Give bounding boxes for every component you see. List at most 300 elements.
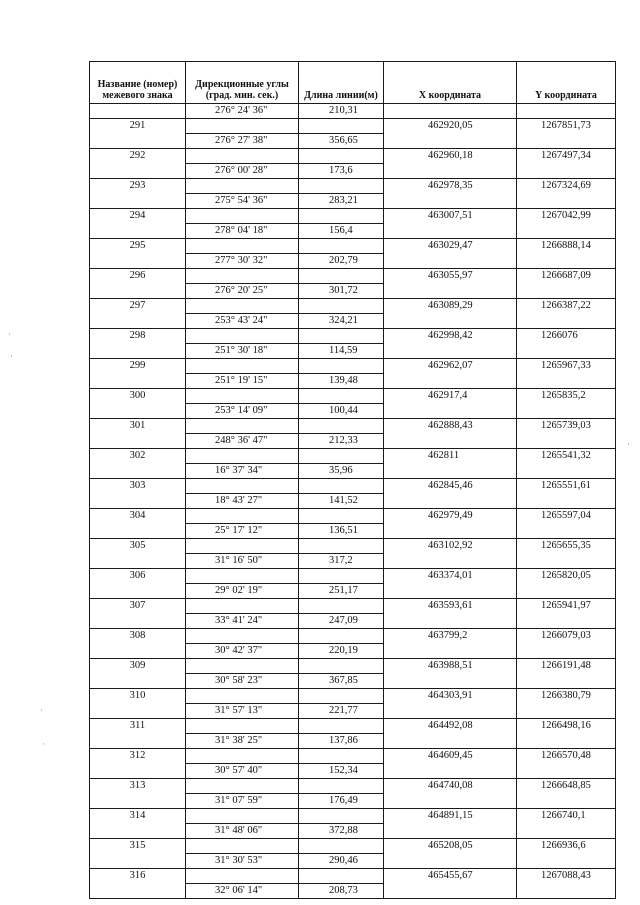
point-y: 1265541,32	[517, 449, 616, 464]
empty-cell	[384, 524, 517, 539]
point-y: 1265551,61	[517, 479, 616, 494]
point-y: 1265739,03	[517, 419, 616, 434]
segment-row	[90, 164, 616, 179]
point-y: 1266687,09	[517, 269, 616, 284]
empty-cell	[186, 869, 299, 884]
segment-angle: 16° 37' 34"	[186, 464, 299, 479]
empty-cell	[186, 209, 299, 224]
empty-cell	[186, 749, 299, 764]
point-x: 462960,18	[384, 149, 517, 164]
empty-cell	[517, 314, 616, 329]
empty-cell	[384, 164, 517, 179]
empty-cell	[517, 344, 616, 359]
point-name: 298	[90, 329, 186, 344]
segment-length: 139,48	[299, 374, 384, 389]
empty-cell	[384, 764, 517, 779]
empty-cell	[517, 464, 616, 479]
empty-cell	[384, 884, 517, 899]
segment-angle: 30° 58' 23"	[186, 674, 299, 689]
point-x: 465455,67	[384, 869, 517, 884]
empty-cell	[299, 839, 384, 854]
segment-row	[90, 254, 616, 269]
empty-cell	[384, 554, 517, 569]
segment-row	[90, 464, 616, 479]
segment-angle: 18° 43' 27"	[186, 494, 299, 509]
segment-row	[90, 644, 616, 659]
point-y: 1266191,48	[517, 659, 616, 674]
segment-length: 35,96	[299, 464, 384, 479]
scan-speck: ·	[8, 329, 11, 339]
segment-length: 202,79	[299, 254, 384, 269]
point-row	[90, 209, 616, 224]
empty-cell	[90, 524, 186, 539]
point-y: 1266740,1	[517, 809, 616, 824]
segment-row	[90, 524, 616, 539]
empty-cell	[517, 854, 616, 869]
segment-row	[90, 704, 616, 719]
empty-cell	[186, 809, 299, 824]
empty-cell	[299, 299, 384, 314]
point-name: 310	[90, 689, 186, 704]
empty-cell	[90, 314, 186, 329]
point-x: 462845,46	[384, 479, 517, 494]
empty-cell	[186, 419, 299, 434]
segment-length: 367,85	[299, 674, 384, 689]
segment-angle: 31° 38' 25"	[186, 734, 299, 749]
empty-cell	[299, 239, 384, 254]
point-name: 316	[90, 869, 186, 884]
empty-cell	[90, 494, 186, 509]
empty-cell	[517, 584, 616, 599]
empty-cell	[299, 779, 384, 794]
segment-row	[90, 884, 616, 899]
empty-cell	[186, 779, 299, 794]
point-x: 464891,15	[384, 809, 517, 824]
point-x: 462979,49	[384, 509, 517, 524]
empty-cell	[384, 374, 517, 389]
header-x: X координата	[384, 62, 517, 104]
segment-row	[90, 764, 616, 779]
point-row	[90, 239, 616, 254]
segment-angle: 276° 20' 25"	[186, 284, 299, 299]
segment-angle: 31° 16' 50"	[186, 554, 299, 569]
empty-cell	[517, 644, 616, 659]
point-name: 291	[90, 119, 186, 134]
segment-angle: 30° 57' 40"	[186, 764, 299, 779]
segment-length: 208,73	[299, 884, 384, 899]
empty-cell	[90, 824, 186, 839]
empty-cell	[517, 764, 616, 779]
empty-cell	[299, 599, 384, 614]
point-y: 1266570,48	[517, 749, 616, 764]
empty-cell	[186, 239, 299, 254]
point-x: 464492,08	[384, 719, 517, 734]
empty-cell	[517, 224, 616, 239]
point-y: 1266936,6	[517, 839, 616, 854]
empty-cell	[186, 119, 299, 134]
point-name: 301	[90, 419, 186, 434]
point-name: 315	[90, 839, 186, 854]
segment-row	[90, 734, 616, 749]
point-x: 462978,35	[384, 179, 517, 194]
empty-cell	[384, 434, 517, 449]
point-name: 309	[90, 659, 186, 674]
empty-cell	[384, 824, 517, 839]
segment-angle: 31° 57' 13"	[186, 704, 299, 719]
segment-angle: 31° 48' 06"	[186, 824, 299, 839]
point-y: 1267851,73	[517, 119, 616, 134]
empty-cell	[186, 449, 299, 464]
empty-cell	[186, 479, 299, 494]
empty-cell	[299, 209, 384, 224]
segment-length: 251,17	[299, 584, 384, 599]
empty-cell	[384, 194, 517, 209]
segment-row	[90, 104, 616, 119]
segment-angle: 29° 02' 19"	[186, 584, 299, 599]
segment-length: 210,31	[299, 104, 384, 119]
segment-length: 290,46	[299, 854, 384, 869]
point-x: 462998,42	[384, 329, 517, 344]
segment-row	[90, 854, 616, 869]
segment-length: 173,6	[299, 164, 384, 179]
point-x: 463374,01	[384, 569, 517, 584]
point-y: 1265597,04	[517, 509, 616, 524]
point-x: 463089,29	[384, 299, 517, 314]
empty-cell	[90, 584, 186, 599]
empty-cell	[517, 704, 616, 719]
empty-cell	[384, 794, 517, 809]
empty-cell	[299, 719, 384, 734]
segment-length: 176,49	[299, 794, 384, 809]
point-y: 1265820,05	[517, 569, 616, 584]
segment-length: 220,19	[299, 644, 384, 659]
empty-cell	[90, 794, 186, 809]
point-y: 1267088,43	[517, 869, 616, 884]
empty-cell	[384, 494, 517, 509]
empty-cell	[384, 704, 517, 719]
segment-angle: 31° 30' 53"	[186, 854, 299, 869]
empty-cell	[90, 194, 186, 209]
segment-length: 114,59	[299, 344, 384, 359]
empty-cell	[517, 254, 616, 269]
point-x: 463102,92	[384, 539, 517, 554]
point-row	[90, 299, 616, 314]
empty-cell	[90, 554, 186, 569]
empty-cell	[299, 509, 384, 524]
empty-cell	[299, 329, 384, 344]
point-row	[90, 689, 616, 704]
empty-cell	[299, 359, 384, 374]
empty-cell	[517, 374, 616, 389]
segment-row	[90, 434, 616, 449]
point-name: 308	[90, 629, 186, 644]
point-name: 314	[90, 809, 186, 824]
empty-cell	[90, 884, 186, 899]
segment-length: 372,88	[299, 824, 384, 839]
point-y: 1265655,35	[517, 539, 616, 554]
point-x: 463029,47	[384, 239, 517, 254]
point-x: 463799,2	[384, 629, 517, 644]
segment-row	[90, 134, 616, 149]
empty-cell	[186, 539, 299, 554]
point-name: 293	[90, 179, 186, 194]
point-x: 462811	[384, 449, 517, 464]
empty-cell	[186, 149, 299, 164]
empty-cell	[90, 764, 186, 779]
point-y: 1266888,14	[517, 239, 616, 254]
point-row	[90, 539, 616, 554]
point-row	[90, 659, 616, 674]
scan-speck: ·	[40, 705, 43, 715]
empty-cell	[299, 569, 384, 584]
point-row	[90, 629, 616, 644]
empty-cell	[299, 449, 384, 464]
segment-length: 137,86	[299, 734, 384, 749]
segment-row	[90, 404, 616, 419]
point-y: 1265967,33	[517, 359, 616, 374]
empty-cell	[186, 509, 299, 524]
empty-cell	[517, 614, 616, 629]
empty-cell	[186, 719, 299, 734]
segment-length: 356,65	[299, 134, 384, 149]
segment-angle: 278° 04' 18"	[186, 224, 299, 239]
empty-cell	[517, 194, 616, 209]
empty-cell	[299, 689, 384, 704]
point-row	[90, 869, 616, 884]
segment-angle: 276° 00' 28"	[186, 164, 299, 179]
segment-angle: 253° 43' 24"	[186, 314, 299, 329]
empty-cell	[299, 629, 384, 644]
point-row	[90, 329, 616, 344]
segment-length: 247,09	[299, 614, 384, 629]
empty-cell	[90, 134, 186, 149]
empty-cell	[517, 404, 616, 419]
empty-cell	[517, 824, 616, 839]
segment-angle: 25° 17' 12"	[186, 524, 299, 539]
segment-length: 324,21	[299, 314, 384, 329]
point-name: 296	[90, 269, 186, 284]
point-y: 1266498,16	[517, 719, 616, 734]
empty-cell	[517, 134, 616, 149]
empty-cell	[186, 569, 299, 584]
point-name: 311	[90, 719, 186, 734]
segment-angle: 277° 30' 32"	[186, 254, 299, 269]
point-name: 306	[90, 569, 186, 584]
empty-cell	[384, 644, 517, 659]
point-y: 1266387,22	[517, 299, 616, 314]
empty-cell	[384, 134, 517, 149]
point-y: 1265941,97	[517, 599, 616, 614]
empty-cell	[90, 284, 186, 299]
empty-cell	[517, 524, 616, 539]
segment-angle: 33° 41' 24"	[186, 614, 299, 629]
point-row	[90, 839, 616, 854]
header-length: Длина линии(м)	[299, 62, 384, 104]
empty-cell	[90, 224, 186, 239]
point-y: 1267497,34	[517, 149, 616, 164]
segment-angle: 248° 36' 47"	[186, 434, 299, 449]
point-x: 464740,08	[384, 779, 517, 794]
empty-cell	[90, 254, 186, 269]
segment-length: 152,34	[299, 764, 384, 779]
header-angle: Дирекционные углы (град. мин. сек.)	[186, 62, 299, 104]
point-x: 464609,45	[384, 749, 517, 764]
header-name: Название (номер) межевого знака	[90, 62, 186, 104]
empty-cell	[299, 269, 384, 284]
empty-cell	[90, 734, 186, 749]
point-name: 307	[90, 599, 186, 614]
empty-cell	[90, 854, 186, 869]
empty-cell	[384, 344, 517, 359]
point-name: 295	[90, 239, 186, 254]
segment-angle: 30° 42' 37"	[186, 644, 299, 659]
scan-speck: ·	[10, 351, 13, 361]
empty-cell	[299, 749, 384, 764]
point-row	[90, 179, 616, 194]
point-name: 303	[90, 479, 186, 494]
segment-length: 301,72	[299, 284, 384, 299]
segment-row	[90, 614, 616, 629]
point-row	[90, 149, 616, 164]
segment-length: 212,33	[299, 434, 384, 449]
scan-speck: ·	[627, 439, 630, 449]
empty-cell	[517, 554, 616, 569]
empty-cell	[90, 344, 186, 359]
segment-angle: 32° 06' 14"	[186, 884, 299, 899]
empty-cell	[90, 614, 186, 629]
segment-row	[90, 224, 616, 239]
point-name: 297	[90, 299, 186, 314]
empty-cell	[186, 629, 299, 644]
point-y: 1267324,69	[517, 179, 616, 194]
segment-row	[90, 284, 616, 299]
point-x: 462917,4	[384, 389, 517, 404]
point-row	[90, 389, 616, 404]
point-x: 463007,51	[384, 209, 517, 224]
point-y: 1266076	[517, 329, 616, 344]
point-row	[90, 719, 616, 734]
empty-cell	[299, 419, 384, 434]
empty-cell	[517, 674, 616, 689]
segment-length: 136,51	[299, 524, 384, 539]
segment-row	[90, 494, 616, 509]
empty-cell	[186, 839, 299, 854]
empty-cell	[186, 329, 299, 344]
empty-cell	[384, 284, 517, 299]
segment-row	[90, 584, 616, 599]
empty-cell	[517, 884, 616, 899]
segment-angle: 276° 27' 38"	[186, 134, 299, 149]
empty-cell	[384, 854, 517, 869]
empty-cell	[517, 434, 616, 449]
segment-row	[90, 554, 616, 569]
empty-cell	[186, 299, 299, 314]
empty-cell	[384, 254, 517, 269]
empty-cell	[384, 464, 517, 479]
empty-cell	[186, 389, 299, 404]
boundary-coordinates-table	[89, 61, 616, 899]
point-x: 465208,05	[384, 839, 517, 854]
scan-speck: ·	[42, 739, 45, 749]
point-row	[90, 419, 616, 434]
point-row	[90, 749, 616, 764]
point-row	[90, 359, 616, 374]
header-row	[90, 62, 616, 104]
empty-cell	[299, 539, 384, 554]
segment-row	[90, 674, 616, 689]
empty-cell	[90, 104, 186, 119]
segment-length: 141,52	[299, 494, 384, 509]
point-name: 302	[90, 449, 186, 464]
segment-row	[90, 344, 616, 359]
segment-row	[90, 314, 616, 329]
point-row	[90, 779, 616, 794]
empty-cell	[186, 179, 299, 194]
point-row	[90, 509, 616, 524]
point-y: 1266079,03	[517, 629, 616, 644]
empty-cell	[90, 644, 186, 659]
empty-cell	[384, 224, 517, 239]
point-row	[90, 479, 616, 494]
empty-cell	[384, 314, 517, 329]
segment-length: 156,4	[299, 224, 384, 239]
point-x: 464303,91	[384, 689, 517, 704]
empty-cell	[90, 374, 186, 389]
point-x: 463988,51	[384, 659, 517, 674]
point-x: 462888,43	[384, 419, 517, 434]
point-y: 1266380,79	[517, 689, 616, 704]
empty-cell	[90, 704, 186, 719]
point-row	[90, 449, 616, 464]
empty-cell	[90, 164, 186, 179]
segment-angle: 253° 14' 09"	[186, 404, 299, 419]
point-row	[90, 599, 616, 614]
empty-cell	[186, 689, 299, 704]
empty-cell	[517, 794, 616, 809]
empty-cell	[384, 734, 517, 749]
empty-cell	[299, 659, 384, 674]
point-y: 1266648,85	[517, 779, 616, 794]
empty-cell	[299, 389, 384, 404]
empty-cell	[186, 359, 299, 374]
segment-angle: 276° 24' 36"	[186, 104, 299, 119]
empty-cell	[299, 809, 384, 824]
point-name: 312	[90, 749, 186, 764]
empty-cell	[517, 104, 616, 119]
point-y: 1267042,99	[517, 209, 616, 224]
empty-cell	[299, 119, 384, 134]
point-row	[90, 809, 616, 824]
segment-length: 317,2	[299, 554, 384, 569]
empty-cell	[299, 479, 384, 494]
segment-row	[90, 374, 616, 389]
empty-cell	[384, 674, 517, 689]
empty-cell	[186, 599, 299, 614]
empty-cell	[517, 164, 616, 179]
empty-cell	[517, 734, 616, 749]
segment-length: 100,44	[299, 404, 384, 419]
empty-cell	[299, 869, 384, 884]
point-x: 462962,07	[384, 359, 517, 374]
point-row	[90, 569, 616, 584]
empty-cell	[384, 614, 517, 629]
segment-length: 221,77	[299, 704, 384, 719]
point-row	[90, 119, 616, 134]
table-body	[90, 104, 616, 899]
point-row	[90, 269, 616, 284]
segment-angle: 251° 30' 18"	[186, 344, 299, 359]
empty-cell	[90, 464, 186, 479]
